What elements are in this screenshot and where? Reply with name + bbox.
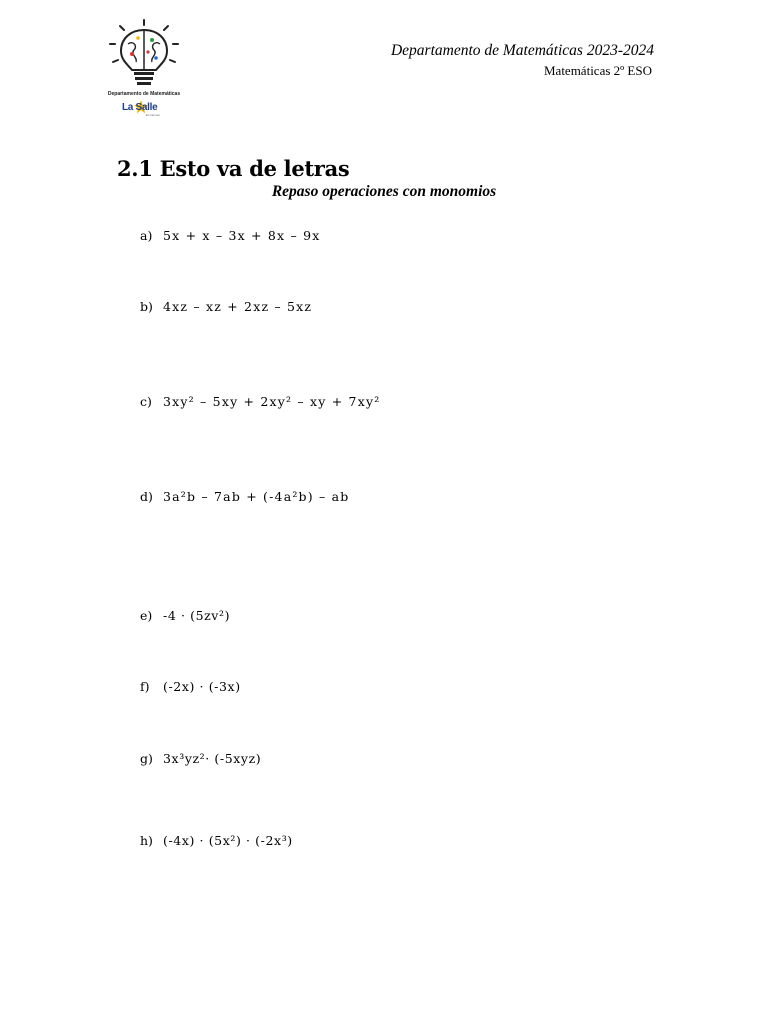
exercise-f — [140, 679, 241, 694]
exercise-g — [140, 751, 261, 766]
exercise-expression: (-4x) · (5x²) · (-2x³) — [163, 833, 293, 848]
exercise-expression: (-2x) · (-3x) — [163, 679, 241, 694]
logo-caption: Departamento de Matemáticas — [107, 91, 181, 97]
exercise-label: b) — [140, 299, 153, 314]
exercise-expression: -4 · (5zv²) — [163, 608, 231, 623]
department-header: Departamento de Matemáticas 2023-2024 — [390, 42, 654, 59]
section-subtitle — [0, 183, 768, 201]
exercise-h — [140, 833, 293, 848]
lightbulb-brain-icon — [100, 18, 188, 90]
section-title: 2.1 Esto va de letras — [117, 156, 350, 181]
exercise-label: e) — [140, 608, 153, 623]
exercise-label: c) — [140, 394, 152, 409]
logo-brand: La Salle — [122, 102, 158, 113]
exercise-label: d) — [140, 489, 153, 504]
section-subtitle-text: Repaso operaciones con monomios — [271, 183, 497, 200]
exercise-d — [140, 489, 350, 504]
exercise-expression: 4xz – xz + 2xz – 5xz — [163, 299, 313, 314]
exercise-label: h) — [140, 833, 153, 848]
exercise-label: g) — [140, 751, 153, 766]
exercise-expression: 3a²b – 7ab + (-4a²b) – ab — [163, 489, 350, 504]
exercise-e — [140, 608, 230, 623]
exercise-a — [140, 228, 321, 243]
exercise-b — [140, 299, 312, 314]
exercise-label: a) — [140, 228, 153, 243]
course-header: Matemáticas 2º ESO — [543, 63, 652, 78]
exercise-c — [140, 394, 380, 409]
exercise-expression: 5x + x – 3x + 8x – 9x — [163, 228, 321, 243]
exercise-expression: 3x³yz²· (-5xyz) — [163, 751, 262, 766]
logo-sub: El Carmen — [146, 113, 161, 117]
exercise-label: f) — [140, 679, 150, 694]
exercise-expression: 3xy² – 5xy + 2xy² – xy + 7xy² — [163, 394, 381, 409]
department-logo — [100, 18, 188, 122]
